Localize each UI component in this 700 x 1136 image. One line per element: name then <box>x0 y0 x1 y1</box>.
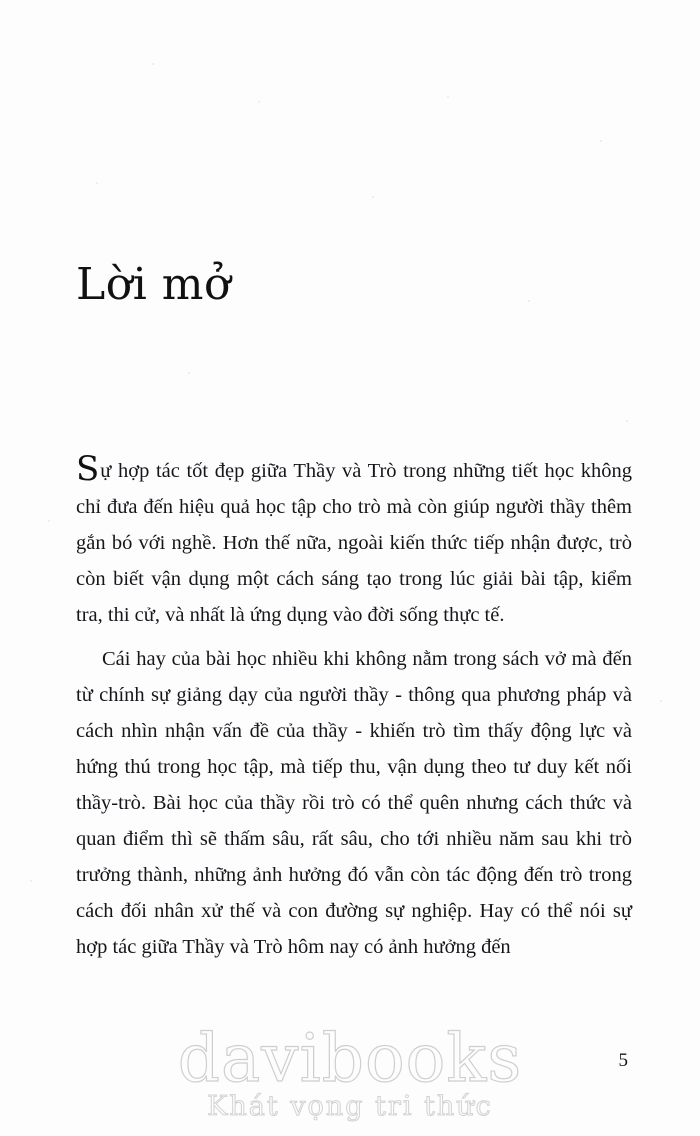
page-number: 5 <box>618 1050 628 1071</box>
paper-speckle <box>447 96 449 98</box>
paper-speckle <box>600 140 602 142</box>
paper-speckle <box>258 101 260 103</box>
paper-speckle <box>152 63 154 65</box>
paragraph-1 <box>76 449 632 633</box>
page-title: Lời mở <box>76 259 231 311</box>
paper-speckle <box>48 520 50 522</box>
paper-speckle <box>96 182 98 184</box>
watermark <box>0 1020 700 1124</box>
watermark-main-text: davibooks <box>177 1020 523 1097</box>
paper-speckle <box>660 700 662 702</box>
paper-speckle <box>528 300 530 302</box>
body-text <box>76 449 632 973</box>
paragraph-1-text: ự hợp tác tốt đẹp giữa Thầy và Trò trong những tiết học không chỉ đưa đến hiệu quả học tập cho trò mà còn giúp người thầy thêm gắn bó với nghề. Hơn thế nữa, ngoài kiến thức tiếp nhận được, trò còn biết vận dụng một cách sáng tạo trong lúc giải bài tập, kiểm tra, thi cử, và nhất là ứng dụng vào đời sống thực tế. <box>76 460 632 626</box>
watermark-sub-text: Khát vọng tri thức <box>207 1091 493 1122</box>
drop-cap: S <box>76 449 100 489</box>
paper-speckle <box>372 196 374 198</box>
paragraph-2: Cái hay của bài học nhiều khi không nằm trong sách vở mà đến từ chính sự giảng dạy của người thầy - thông qua phương pháp và cách nhìn nhận vấn đề của thầy - khiến trò tìm thấy động lực và hứng thú trong học tập, mà tiếp thu, vận dụng theo tư duy kết nối thầy-trò. Bài học của thầy rồi trò có thể quên nhưng cách thức và quan điểm thì sẽ thấm sâu, rất sâu, cho tới nhiều năm sau khi trò trưởng thành, những ảnh hưởng đó vẫn còn tác động đến trò trong cách đối nhân xử thế và con đường sự nghiệp. Hay có thể nói sự hợp tác giữa Thầy và Trò hôm nay có ảnh hưởng đến <box>76 648 632 958</box>
paper-speckle <box>30 880 32 882</box>
paper-speckle <box>188 372 190 374</box>
paper-speckle <box>626 420 628 422</box>
